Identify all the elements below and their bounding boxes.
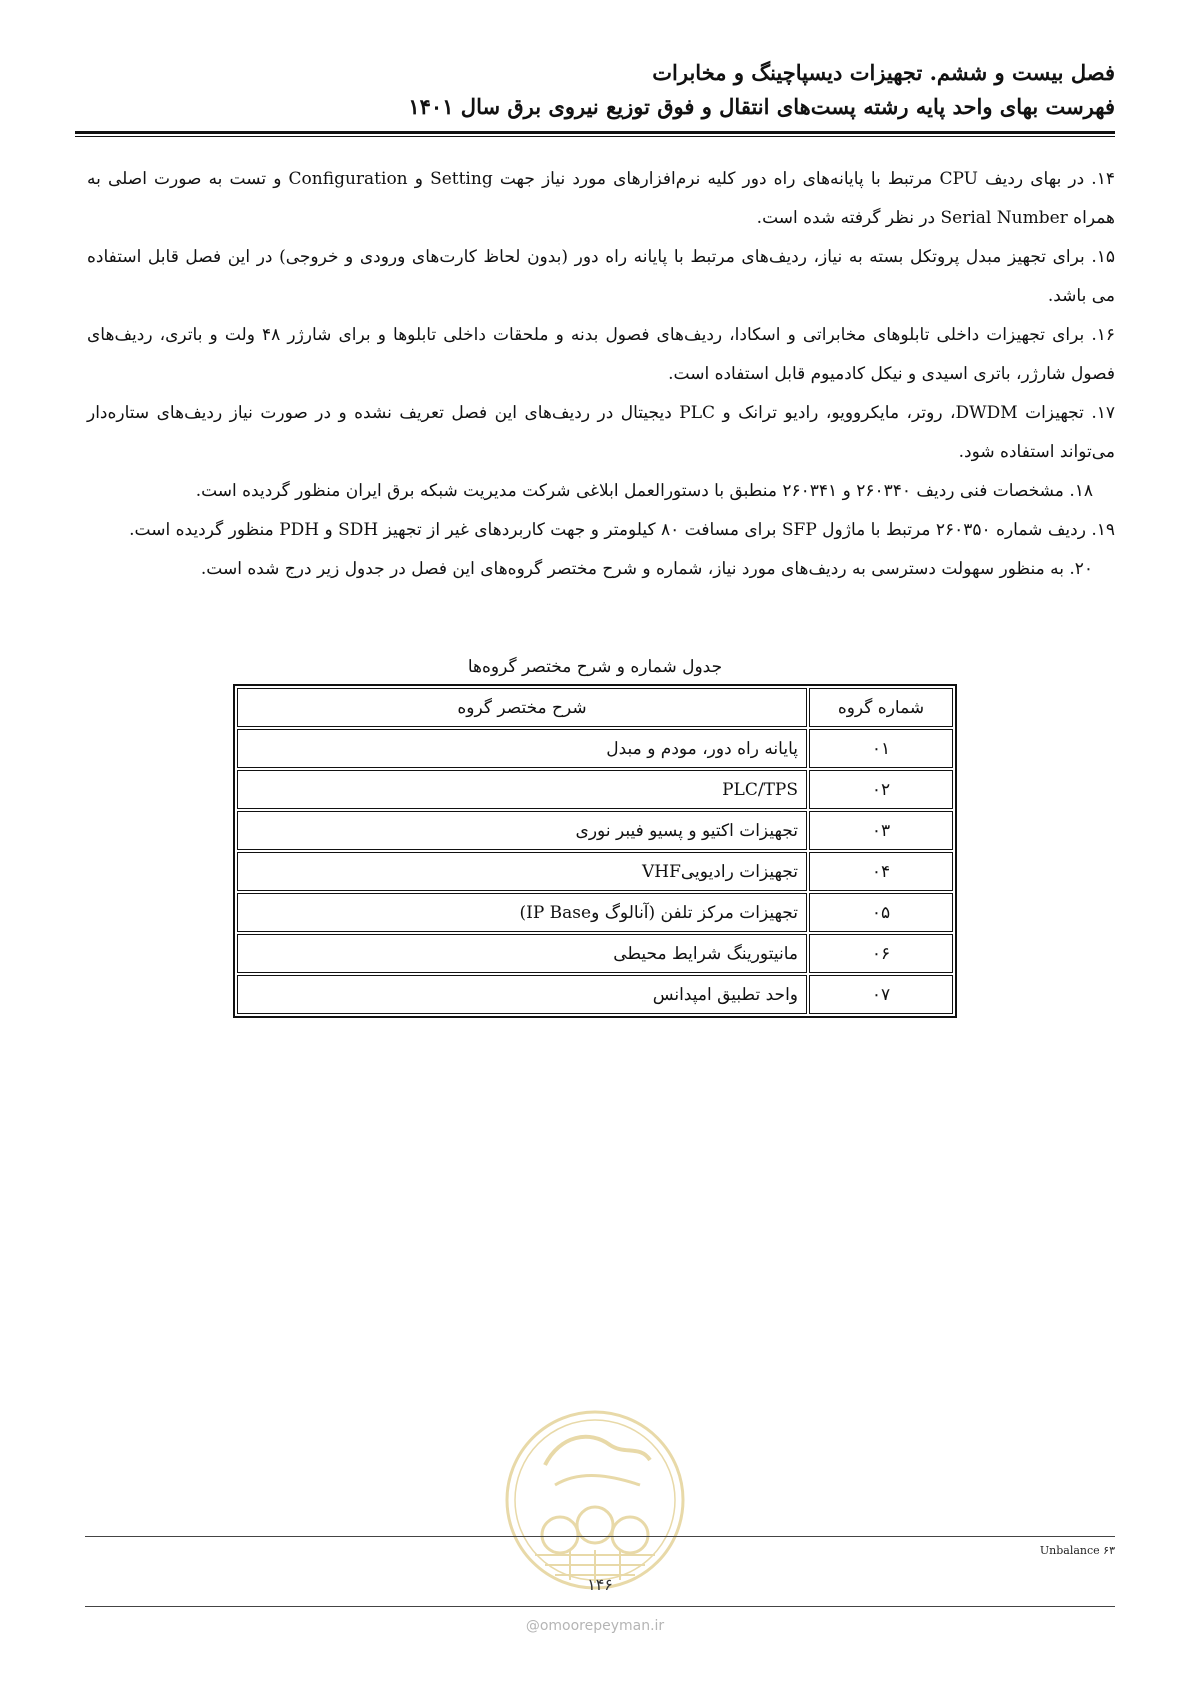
book-title: فهرست بهای واحد پایه رشته پست‌های انتقال و فوق توزیع نیروی برق سال ۱۴۰۱ bbox=[408, 94, 1115, 119]
table-header-row bbox=[237, 688, 953, 727]
table-row bbox=[237, 934, 953, 973]
group-description-cell: پایانه راه دور، مودم و مبدل bbox=[237, 729, 807, 768]
note-paragraph-15: ۱۵. برای تجهیز مبدل پروتکل بسته به نیاز، ردیف‌های مرتبط با پایانه راه دور (بدون لحاظ کارت‌های ورودی و خروجی) در این فصل قابل استفاده می باشد. bbox=[87, 247, 1115, 306]
page-header bbox=[75, 56, 1115, 124]
group-description-cell: واحد تطبیق امپدانس bbox=[237, 975, 807, 1014]
watermark-logo-icon bbox=[500, 1405, 690, 1595]
table-row bbox=[237, 729, 953, 768]
table-row bbox=[237, 811, 953, 850]
footer-rule-top bbox=[85, 1536, 1115, 1537]
header-group-number: شماره گروه bbox=[809, 688, 953, 727]
table-caption: جدول شماره و شرح مختصر گروه‌ها bbox=[467, 657, 723, 677]
group-description-cell: تجهیزات مرکز تلفن (آنالوگ وIP Base) bbox=[237, 893, 807, 932]
chapter-title: فصل بیست و ششم. تجهیزات دیسپاچینگ و مخابرات bbox=[652, 60, 1115, 85]
watermark-url: @omoorepeyman.ir bbox=[525, 1618, 665, 1634]
group-number-cell: ۰۴ bbox=[809, 852, 953, 891]
table-row bbox=[237, 975, 953, 1014]
table-row bbox=[237, 893, 953, 932]
group-description-cell: مانیتورینگ شرایط محیطی bbox=[237, 934, 807, 973]
note-paragraph-16: ۱۶. برای تجهیزات داخلی تابلوهای مخابراتی و اسکادا، ردیف‌های فصول بدنه و ملحقات داخلی تابلوها و برای شارژر ۴۸ ولت و باتری، ردیف‌های فصول شارژر، باتری اسیدی و نیکل کادمیوم قابل استفاده است. bbox=[87, 325, 1115, 384]
page-number: ۱۴۶ bbox=[587, 1575, 613, 1594]
note-paragraph-19: ۱۹. ردیف شماره ۲۶۰۳۵۰ مرتبط با ماژول SFP برای مسافت ۸۰ کیلومتر و جهت کاربردهای غیر از تجهیز SDH و PDH منظور گردیده است. bbox=[129, 520, 1115, 540]
group-description-cell: PLC/TPS bbox=[237, 770, 807, 809]
groups-table bbox=[233, 684, 957, 1018]
footnote: Unbalance ۶۳ bbox=[1039, 1544, 1115, 1557]
group-description-cell: تجهیزات اکتیو و پسیو فیبر نوری bbox=[237, 811, 807, 850]
group-description-cell: تجهیزات رادیوییVHF bbox=[237, 852, 807, 891]
group-number-cell: ۰۲ bbox=[809, 770, 953, 809]
notes-body bbox=[87, 160, 1115, 589]
group-number-cell: ۰۵ bbox=[809, 893, 953, 932]
header-rule-thin bbox=[75, 136, 1115, 137]
note-paragraph-20: ۲۰. به منظور سهولت دسترسی به ردیف‌های مورد نیاز، شماره و شرح مختصر گروه‌های این فصل در جدول زیر درج شده است. bbox=[200, 559, 1093, 579]
group-number-cell: ۰۶ bbox=[809, 934, 953, 973]
header-rule-thick bbox=[75, 131, 1115, 134]
group-number-cell: ۰۳ bbox=[809, 811, 953, 850]
note-paragraph-17: ۱۷. تجهیزات DWDM، روتر، مایکروویو، رادیو ترانک و PLC دیجیتال در ردیف‌های این فصل تعریف نشده و در صورت نیاز ردیف‌های ستاره‌دار می‌تواند استفاده شود. bbox=[87, 403, 1115, 462]
note-paragraph-14: ۱۴. در بهای ردیف CPU مرتبط با پایانه‌های راه دور کلیه نرم‌افزارهای مورد نیاز جهت Setting و Configuration و تست به صورت اصلی به همراه Serial Number در نظر گرفته شده است. bbox=[87, 169, 1115, 228]
note-paragraph-18: ۱۸. مشخصات فنی ردیف ۲۶۰۳۴۰ و ۲۶۰۳۴۱ منطبق با دستورالعمل ابلاغی شرکت مدیریت شبکه برق ایران منظور گردیده است. bbox=[195, 481, 1093, 501]
header-group-description: شرح مختصر گروه bbox=[237, 688, 807, 727]
footer-rule-bottom bbox=[85, 1606, 1115, 1607]
table-row bbox=[237, 770, 953, 809]
table-row bbox=[237, 852, 953, 891]
group-number-cell: ۰۷ bbox=[809, 975, 953, 1014]
group-number-cell: ۰۱ bbox=[809, 729, 953, 768]
